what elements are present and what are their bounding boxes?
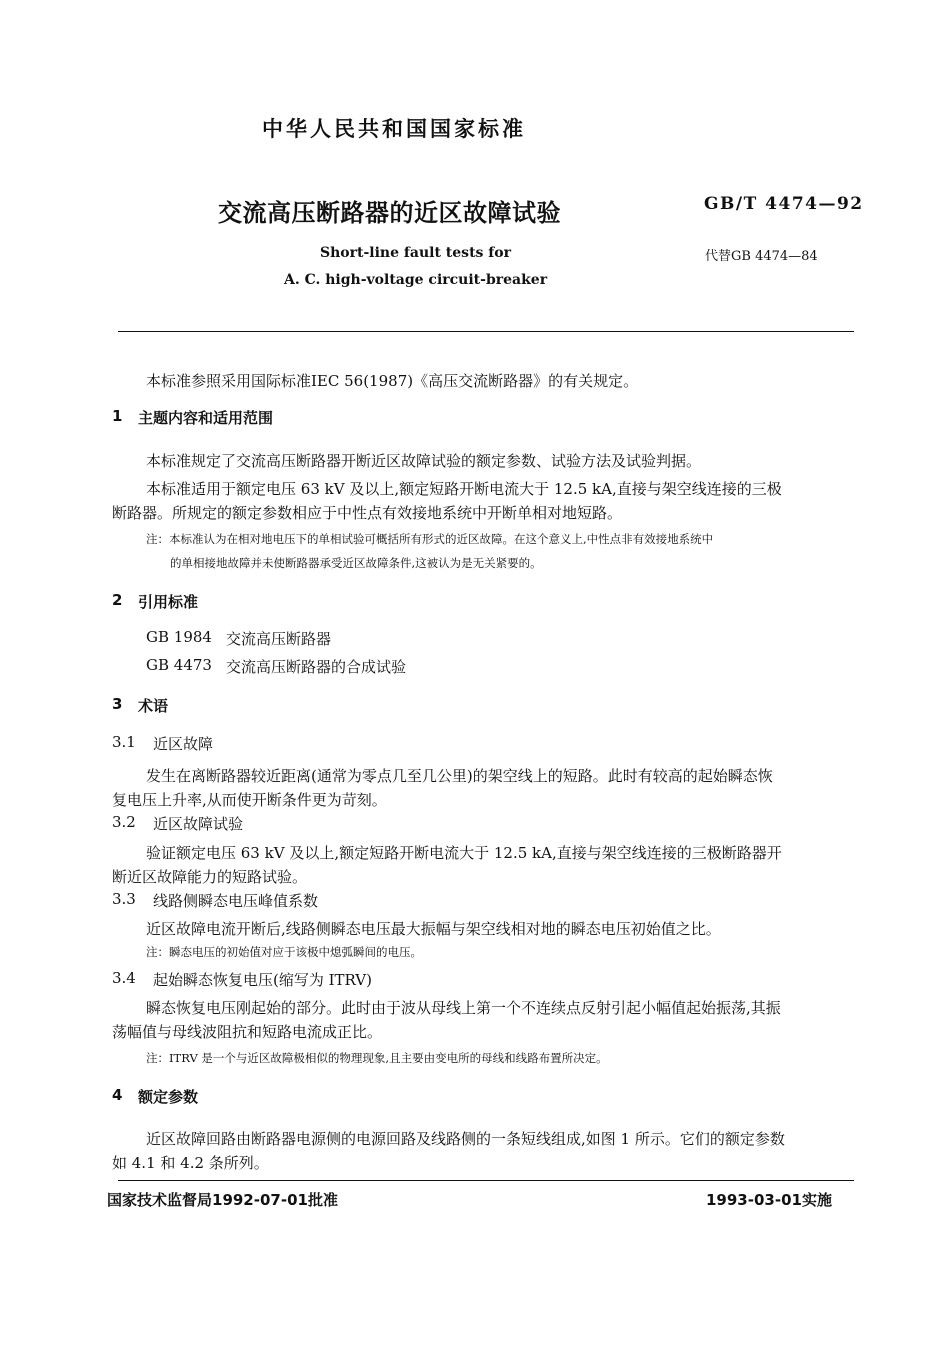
term-3-2-title: 近区故障试验 [153, 815, 244, 833]
approval-line: 国家技术监督局1992-07-01批准 [107, 1191, 338, 1209]
section-1-note-line2: 的单相接地故障并未使断路器承受近区故障条件,这被认为是无关紧要的。 [170, 556, 542, 570]
term-3-3-number: 3.3 [112, 890, 136, 908]
term-3-4-number: 3.4 [112, 969, 136, 987]
reference-title: 交流高压断路器的合成试验 [226, 658, 407, 676]
section-1-number: 1 [112, 407, 123, 425]
section-1-para-1: 本标准规定了交流高压断路器开断近区故障试验的额定参数、试验方法及试验判据。 [146, 452, 702, 470]
term-3-1-title: 近区故障 [153, 735, 214, 753]
intro-paragraph: 本标准参照采用国际标准IEC 56(1987)《高压交流断路器》的有关规定。 [146, 372, 639, 390]
reference-title: 交流高压断路器 [226, 630, 332, 648]
term-3-4-title: 起始瞬态恢复电压(缩写为 ITRV) [153, 971, 372, 989]
replaces-standard: 代替GB 4474—84 [705, 249, 818, 264]
section-3-heading: 术语 [138, 697, 169, 715]
term-3-4-definition-line2: 荡幅值与母线波阻抗和短路电流成正比。 [112, 1023, 383, 1041]
section-1-note-line1: 注：本标准认为在相对地电压下的单相试验可概括所有形式的近区故障。在这个意义上,中性点非有效接地系统中 [146, 532, 714, 546]
document-title-en-line2: A. C. high-voltage circuit-breaker [284, 272, 548, 288]
term-3-4-definition-line1: 瞬态恢复电压刚起始的部分。此时由于波从母线上第一个不连续点反射引起小幅值起始振荡,其振 [146, 999, 781, 1017]
standard-number: GB/T 4474—92 [704, 194, 864, 214]
section-4-number: 4 [112, 1086, 123, 1104]
header-divider [118, 331, 854, 332]
term-3-3-definition: 近区故障电流开断后,线路侧瞬态电压最大振幅与架空线相对地的瞬态电压初始值之比。 [146, 920, 721, 938]
term-3-2-number: 3.2 [112, 813, 136, 831]
document-title-en-line1: Short-line fault tests for [320, 245, 512, 261]
section-4-para-line2: 如 4.1 和 4.2 条所列。 [112, 1154, 269, 1172]
term-3-3-note: 注：瞬态电压的初始值对应于该极中熄弧瞬间的电压。 [146, 945, 422, 959]
section-2-heading: 引用标准 [138, 593, 199, 611]
section-3-number: 3 [112, 695, 123, 713]
section-4-heading: 额定参数 [138, 1088, 199, 1106]
effective-date-line: 1993-03-01实施 [706, 1191, 832, 1209]
term-3-2-definition-line1: 验证额定电压 63 kV 及以上,额定短路开断电流大于 12.5 kA,直接与架空线连接的三极断路器开 [146, 844, 782, 862]
section-1-para-2-line1: 本标准适用于额定电压 63 kV 及以上,额定短路开断电流大于 12.5 kA,直接与架空线连接的三极 [146, 480, 782, 498]
term-3-1-definition-line2: 复电压上升率,从而使开断条件更为苛刻。 [112, 791, 387, 809]
section-1-heading: 主题内容和适用范围 [138, 409, 274, 427]
section-2-number: 2 [112, 591, 123, 609]
term-3-3-title: 线路侧瞬态电压峰值系数 [153, 892, 319, 910]
reference-code: GB 4473 [146, 656, 212, 674]
section-4-para-line1: 近区故障回路由断路器电源侧的电源回路及线路侧的一条短线组成,如图 1 所示。它们的额定参数 [146, 1130, 785, 1148]
term-3-2-definition-line2: 断近区故障能力的短路试验。 [112, 868, 308, 886]
footer-divider [118, 1180, 854, 1181]
term-3-1-definition-line1: 发生在离断路器较近距离(通常为零点几至几公里)的架空线上的短路。此时有较高的起始瞬态恢 [146, 767, 773, 785]
document-title-cn: 交流高压断路器的近区故障试验 [218, 199, 561, 227]
term-3-4-note: 注：ITRV 是一个与近区故障极相似的物理现象,且主要由变电所的母线和线路布置所决定。 [146, 1051, 608, 1065]
reference-code: GB 1984 [146, 628, 212, 646]
term-3-1-number: 3.1 [112, 733, 136, 751]
issuing-body: 中华人民共和国国家标准 [262, 117, 526, 141]
section-1-para-2-line2: 断路器。所规定的额定参数相应于中性点有效接地系统中开断单相对地短路。 [112, 504, 623, 522]
